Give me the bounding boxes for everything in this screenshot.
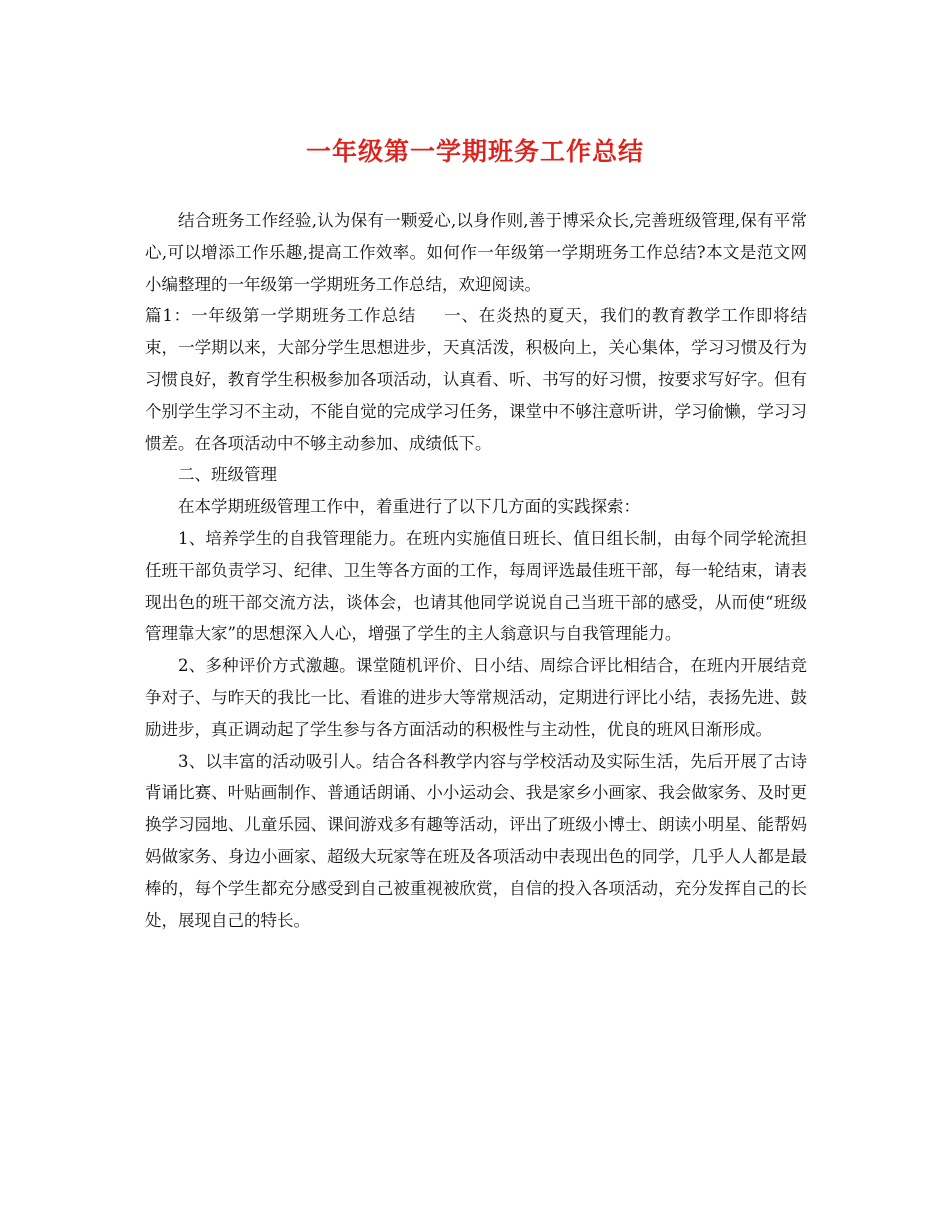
intro-paragraph: 结合班务工作经验,认为保有一颗爱心,以身作则,善于博采众长,完善班级管理,保有平常心,可以增添工作乐趣,提高工作效率。如何作一年级第一学期班务工作总结?本文是范文网小编整理的一年级第一学期班务工作总结，欢迎阅读。 xyxy=(145,211,807,294)
item-3-paragraph: 3、以丰富的活动吸引人。结合各科教学内容与学校活动及实际生活，先后开展了古诗背诵比赛、叶贴画制作、普通话朗诵、小小运动会、我是家乡小画家、我会做家务、及时更换学习园地、儿童乐园、课间游戏多有趣等活动，评出了班级小博士、朗读小明星、能帮妈妈做家务、身边小画家、超级大玩家等在班及各项活动中表现出色的同学，几乎人人都是最棒的，每个学生都充分感受到自己被重视被欣赏，自信的投入各项活动，充分发挥自己的长处，展现自己的特长。 xyxy=(145,751,807,930)
section-heading-class-management: 二、班级管理 xyxy=(178,465,277,485)
section-one-text: 一、在炎热的夏天，我们的教育教学工作即将结束，一学期以来，大部分学生思想进步，天真活泼，积极向上，关心集体，学习习惯及行为习惯良好，教育学生积极参加各项活动，认真看、听、书写的好习惯，按要求写好字。但有个别学生学习不主动，不能自觉的完成学习任务，课堂中不够注意听讲，学习偷懒，学习习惯差。在各项活动中不够主动参加、成绩低下。 xyxy=(145,306,808,453)
item-2-paragraph: 2、多种评价方式激趣。课堂随机评价、日小结、周综合评比相结合，在班内开展结竞争对子、与昨天的我比一比、看谁的进步大等常规活动，定期进行评比小结，表扬先进、鼓励进步，真正调动起了学生参与各方面活动的积极性与主动性，优良的班风日渐形成。 xyxy=(145,656,807,739)
class-management-intro: 在本学期班级管理工作中，着重进行了以下几方面的实践探索： xyxy=(178,497,640,517)
document-title: 一年级第一学期班务工作总结 xyxy=(305,137,644,166)
item-1-paragraph: 1、培养学生的自我管理能力。在班内实施值日班长、值日组长制，由每个同学轮流担任班干部负责学习、纪律、卫生等各方面的工作，每周评选最佳班干部，每一轮结束，请表现出色的班干部交流方法，谈体会，也请其他同学说说自己当班干部的感受，从而使“班级管理靠大家”的思想深入人心，增强了学生的主人翁意识与自我管理能力。 xyxy=(145,528,807,644)
article-1-paragraph xyxy=(145,300,807,459)
document-body xyxy=(145,205,807,936)
article-label: 篇1：一年级第一学期班务工作总结 xyxy=(145,306,417,326)
